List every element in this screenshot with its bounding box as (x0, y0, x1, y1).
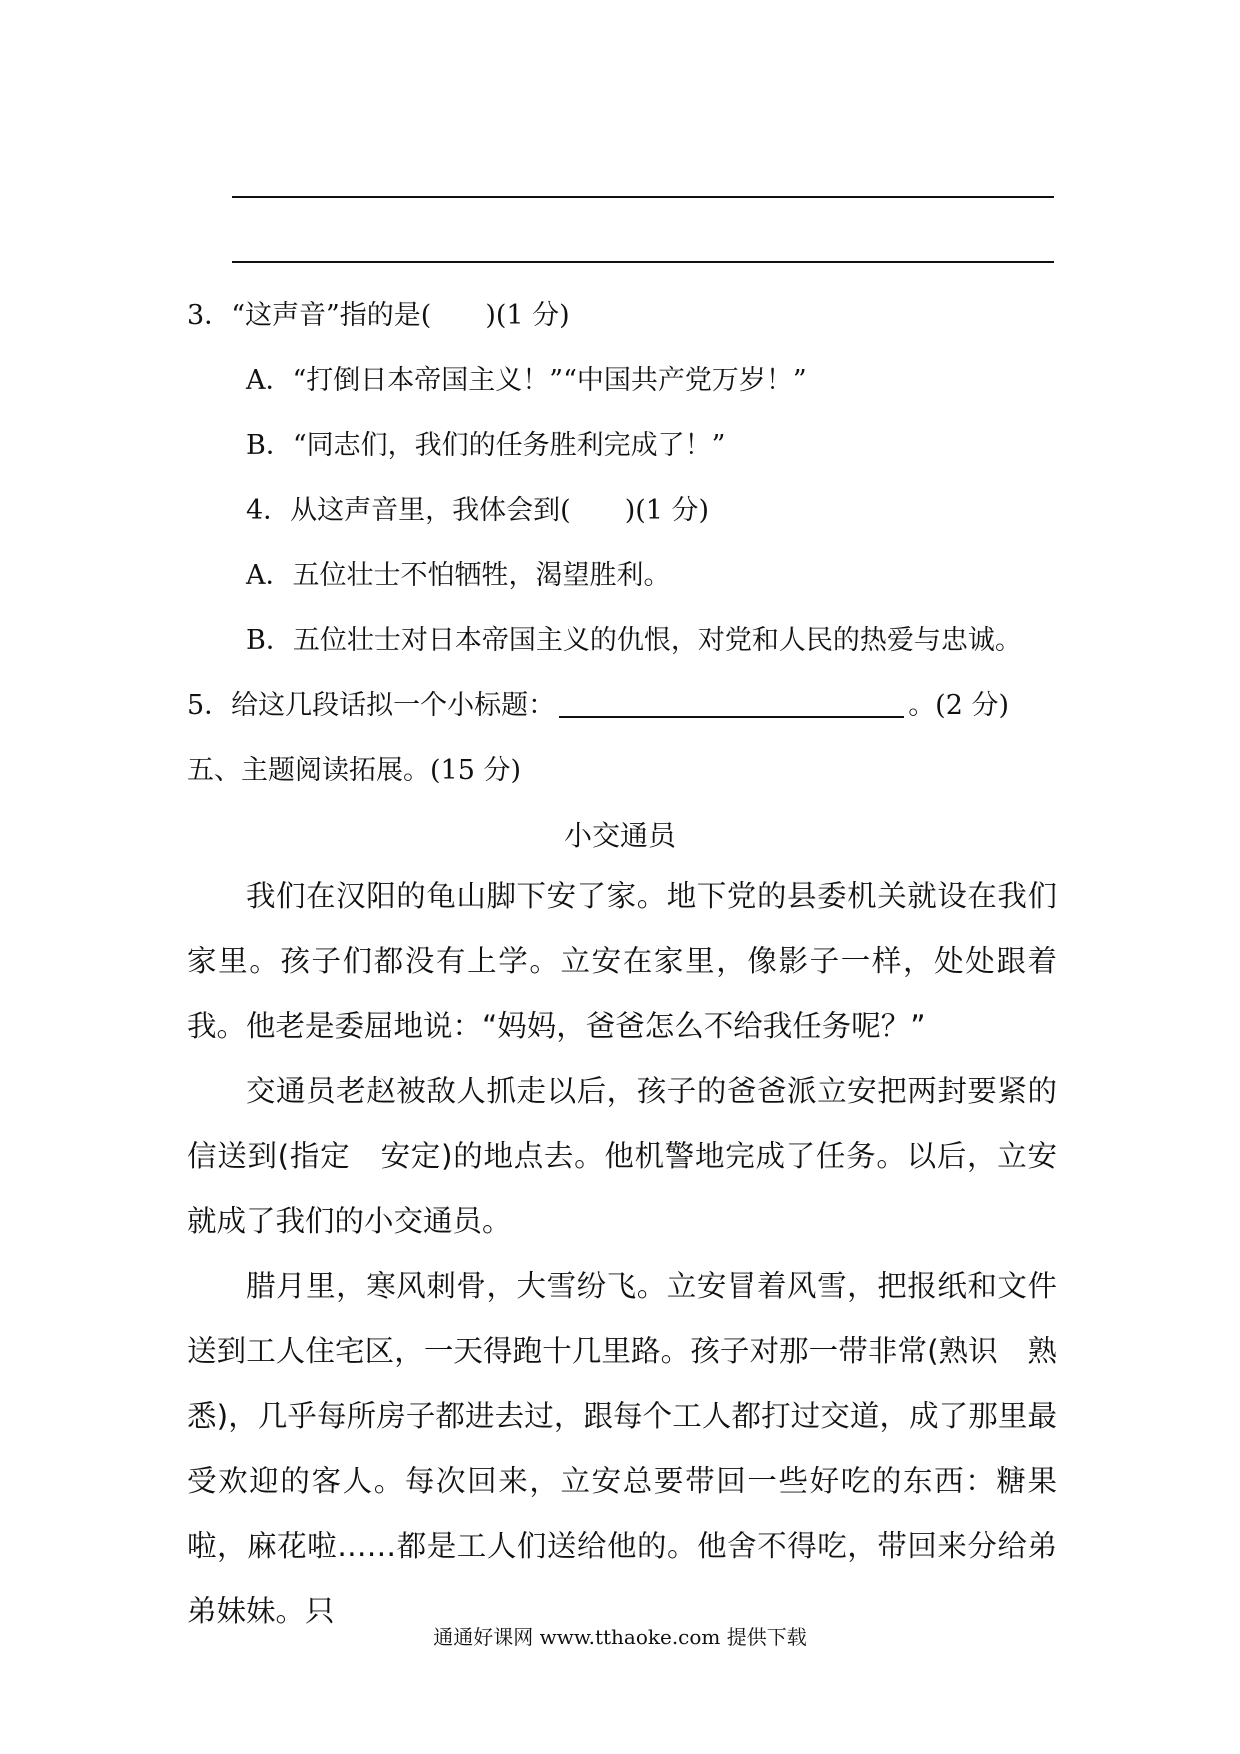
question-5-suffix: 。(2 分) (908, 690, 1010, 721)
question-3 (187, 296, 570, 336)
question-5-prefix: 5．给这几段话拟一个小标题： (187, 690, 556, 721)
passage-title: 小交通员 (563, 819, 676, 852)
question-3-number: 3． (187, 300, 232, 331)
passage-paragraph-2: 交通员老赵被敌人抓走以后，孩子的爸爸派立安把两封要紧的信送到(指定 安定)的地点去。他机警地完成了任务。以后，立安就成了我们的小交通员。 (187, 1074, 1057, 1238)
answer-line-1 (232, 196, 1054, 198)
section-5-heading: 五、主题阅读拓展。(15 分) (187, 755, 522, 786)
question-3-text: “这声音”指的是( )(1 分) (231, 300, 570, 331)
question-4-option-b: B．五位壮士对日本帝国主义的仇恨，对党和人民的热爱与忠诚。 (246, 625, 1022, 656)
footer-credit: 通通好课网 www.tthaoke.com 提供下载 (433, 1625, 807, 1649)
question-5 (187, 686, 1009, 726)
question-3-option-b: B．“同志们，我们的任务胜利完成了！” (246, 430, 726, 461)
passage-paragraph-1: 我们在汉阳的龟山脚下安了家。地下党的县委机关就设在我们家里。孩子们都没有上学。立安在家里，像影子一样，处处跟着我。他老是委屈地说：“妈妈，爸爸怎么不给我任务呢？” (187, 879, 1057, 1043)
question-4: 4．从这声音里，我体会到( )(1 分) (246, 495, 710, 526)
question-5-answer-blank[interactable] (559, 688, 904, 718)
question-3-option-a: A．“打倒日本帝国主义！”“中国共产党万岁！” (246, 365, 807, 396)
passage-paragraph-3: 腊月里，寒风刺骨，大雪纷飞。立安冒着风雪，把报纸和文件送到工人住宅区，一天得跑十几里路。孩子对那一带非常(熟识 熟悉)，几乎每所房子都进去过，跟每个工人都打过交道，成了那里最受欢迎的客人。每次回来，立安总要带回一些好吃的东西：糖果啦，麻花啦……都是工人们送给他的。他舍不得吃，带回来分给弟弟妹妹。只 (187, 1269, 1057, 1628)
answer-line-2 (232, 261, 1054, 263)
question-4-option-a: A．五位壮士不怕牺牲，渴望胜利。 (246, 560, 671, 591)
